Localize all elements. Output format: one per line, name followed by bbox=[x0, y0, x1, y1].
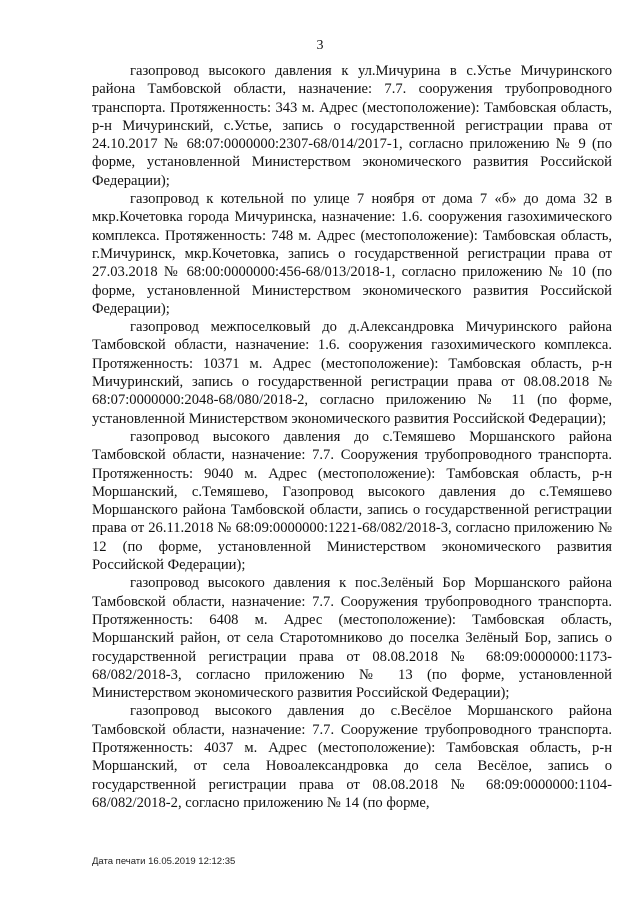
paragraph-gas-pipeline-aleksandrovka: газопровод межпоселковый до д.Александровка Мичуринского района Тамбовской области, назначение: 1.6. сооружения газохимического комплекса. Протяженность: 10371 м. Адрес (местоположение): Тамбовская область, р-н Мичуринский, запись о государственной регистрации права от 08.08.2018 № 68:07:0000000:2048-68/080/2018-2, согласно приложению № 11 (по форме, установленной Министерством экономического развития Российской Федерации); bbox=[92, 319, 612, 427]
paragraph-gas-pipeline-ustye: газопровод высокого давления к ул.Мичурина в с.Устье Мичуринского района Тамбовской области, назначение: 7.7. сооружения трубопроводного транспорта. Протяженность: 343 м. Адрес (местоположение): Тамбовская область, р-н Мичуринский, с.Устье, запись о государственной регистрации права от 24.10.2017 № 68:07:0000000:2307-68/014/2017-1, согласно приложению № 9 (по форме, установленной Министерством экономического развития Российской Федерации); bbox=[92, 63, 612, 189]
print-date: Дата печати 16.05.2019 12:12:35 bbox=[92, 856, 236, 867]
document-body bbox=[92, 62, 612, 812]
paragraph-gas-pipeline-kochetovka: газопровод к котельной по улице 7 ноября от дома 7 «б» до дома 32 в мкр.Кочетовка города Мичуринска, назначение: 1.6. сооружения газохимического комплекса. Протяженность: 748 м. Адрес (местоположение): Тамбовская область, г.Мичуринск, мкр.Кочетовка, запись о государственной регистрации права от 27.03.2018 № 68:00:0000000:456-68/013/2018-1, согласно приложению № 10 (по форме, установленной Министерством экономического развития Российской Федерации); bbox=[92, 191, 612, 317]
page-number: 3 bbox=[316, 38, 324, 53]
paragraph-gas-pipeline-vesyoloye: газопровод высокого давления до с.Весёлое Моршанского района Тамбовской области, назначение: 7.7. Сооружение трубопроводного транспорта. Протяженность: 4037 м. Адрес (местоположение): Тамбовская область, р-н Моршанский, от села Новоалександровка до села Весёлое, запись о государственной регистрации права от 08.08.2018 № 68:09:0000000:1104-68/082/2018-2, согласно приложению № 14 (по форме, bbox=[92, 703, 612, 811]
paragraph-gas-pipeline-temyashevo: газопровод высокого давления до с.Темяшево Моршанского района Тамбовской области, назначение: 7.7. Сооружения трубопроводного транспорта. Протяженность: 9040 м. Адрес (местоположение): Тамбовская область, р-н Моршанский, с.Темяшево, Газопровод высокого давления до с.Темяшево Моршанского района Тамбовской области, запись о государственной регистрации права от 26.11.2018 № 68:09:0000000:1221-68/082/2018-3, согласно приложению № 12 (по форме, установленной Министерством экономического развития Российской Федерации); bbox=[92, 428, 612, 574]
paragraph-gas-pipeline-zelyony-bor: газопровод высокого давления к пос.Зелёный Бор Моршанского района Тамбовской области, назначение: 7.7. Сооружения трубопроводного транспорта. Протяженность: 6408 м. Адрес (местоположение): Тамбовская область, Моршанский район, от села Старотомниково до поселка Зелёный Бор, запись о государственной регистрации права от 08.08.2018 № 68:09:0000000:1173-68/082/2018-3, согласно приложению № 13 (по форме, установленной Министерством экономического развития Российской Федерации); bbox=[92, 575, 612, 702]
